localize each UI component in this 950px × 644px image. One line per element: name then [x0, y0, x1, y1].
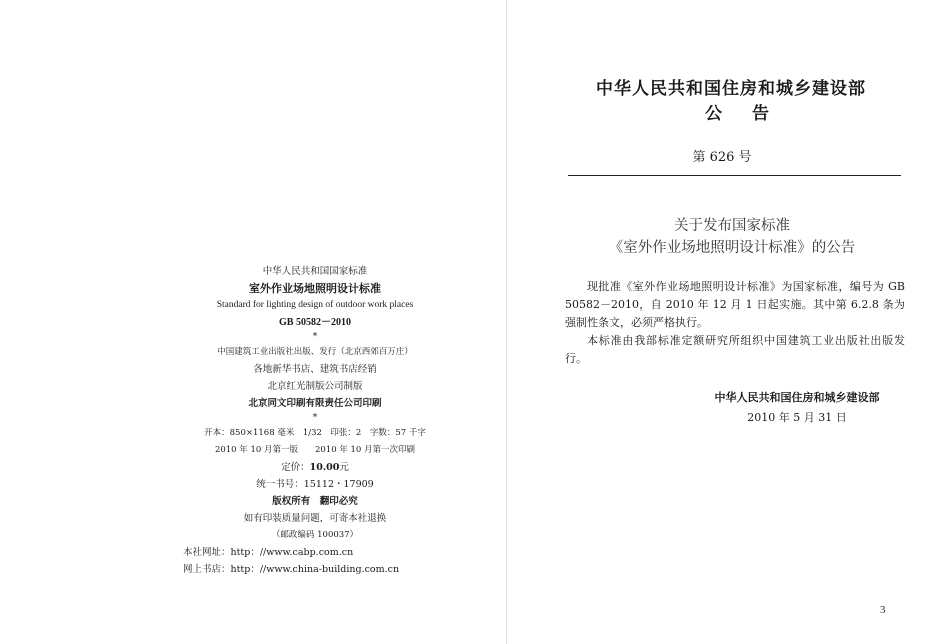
colophon-series: 中华人民共和国国家标准 — [262, 266, 368, 277]
page-number: 3 — [880, 604, 886, 616]
announcement-title-line1: 关于发布国家标准 — [674, 218, 790, 234]
colophon-edition: 2010 年 10 月第一版 2010 年 10 月第一次印刷 — [214, 445, 416, 455]
colophon-separator-star: * — [312, 413, 318, 423]
colophon — [150, 263, 480, 578]
announcement-page — [507, 0, 950, 644]
colophon-price — [150, 459, 480, 476]
signature-block — [697, 388, 897, 428]
colophon-printing: 北京同文印刷有限责任公司印刷 — [248, 398, 382, 409]
announcement-body — [565, 278, 905, 368]
colophon-standard-code: GB 50582－2010 — [279, 317, 351, 328]
announcement-title-line2: 《室外作业场地照明设计标准》的公告 — [608, 240, 856, 256]
colophon-format: 开本：850×1168 毫米 1/32 印张：2 字数：57 千字 — [204, 428, 426, 438]
ministry-header: 中华人民共和国住房和城乡建设部 — [596, 79, 866, 99]
colophon-distribution: 各地新华书店、建筑书店经销 — [253, 364, 377, 375]
colophon-quality-notice: 如有印装质量问题，可寄本社退换 — [243, 513, 387, 524]
price-value: 10.00 — [309, 462, 340, 473]
body-paragraph: 现批准《室外作业场地照明设计标准》为国家标准，编号为 GB 50582－2010，自 2010 年 12 月 1 日起实施。其中第 6.2.8 条为强制性条文，必须严格执行。 — [565, 280, 905, 329]
colophon-separator-star: * — [312, 332, 318, 342]
colophon-postcode: （邮政编码 100037） — [271, 530, 359, 540]
notice-heading: 公告 — [705, 104, 799, 124]
colophon-bookstore: 网上书店：http：//www.china-building.com.cn — [183, 564, 400, 575]
signature-date: 2010 年 5 月 31 日 — [747, 411, 847, 424]
header-divider — [568, 175, 901, 176]
signature-organization: 中华人民共和国住房和城乡建设部 — [714, 391, 880, 404]
issue-number: 第 626 号 — [692, 150, 752, 165]
colophon-book-number: 统一书号：15112・17909 — [256, 479, 374, 490]
colophon-title-cn: 室外作业场地照明设计标准 — [249, 282, 381, 295]
price-unit: 元 — [339, 462, 349, 473]
colophon-typesetting: 北京红光制版公司制版 — [267, 381, 363, 392]
body-paragraph: 本标准由我部标准定额研究所组织中国建筑工业出版社出版发行。 — [565, 334, 905, 365]
price-label: 定价： — [281, 462, 310, 473]
colophon-copyright: 版权所有 翻印必究 — [272, 496, 358, 507]
announcement-title — [577, 215, 887, 259]
colophon-publisher: 中国建筑工业出版社出版、发行（北京西郊百万庄） — [217, 347, 413, 357]
colophon-website: 本社网址：http：//www.cabp.com.cn — [183, 547, 354, 558]
colophon-title-en: Standard for lighting design of outdoor work places — [216, 300, 414, 310]
